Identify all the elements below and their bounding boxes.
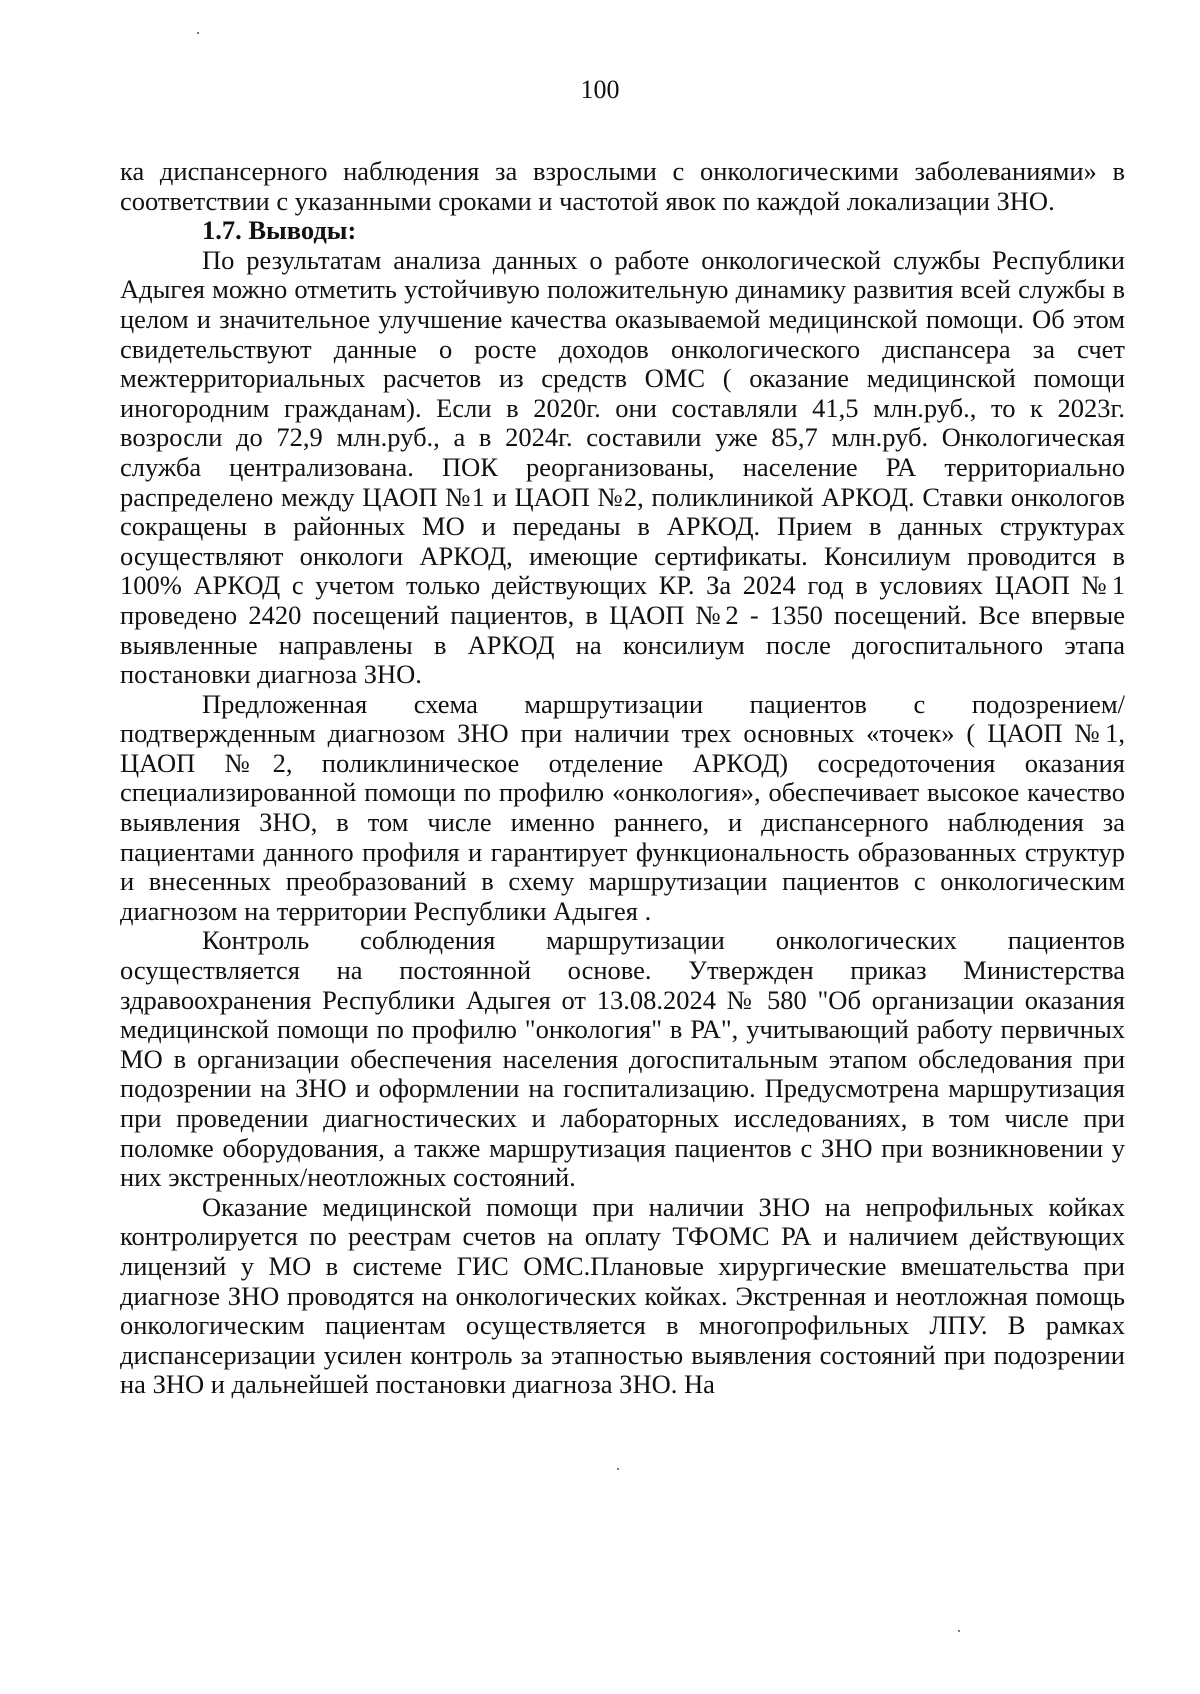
paragraph: Предложенная схема маршрутизации пациентов с подозрением/ подтвержденным диагнозом ЗНО при наличии трех основных «точек» ( ЦАОП №1, ЦАОП №2, поликлиническое отделение АРКОД) сосредоточения оказания специализированной помощи по профилю «онкология», обеспечивает высокое качество выявления ЗНО, в том числе именно раннего, и диспансерного наблюдения за пациентами данного профиля и гарантирует функциональность образованных структур и внесенных преобразований в схему маршрутизации пациентов с онкологическим диагнозом на территории Республики Адыгея .	[120, 688, 1125, 926]
page-number: 100	[580, 75, 620, 104]
document-body	[120, 157, 1125, 1400]
scan-speck	[958, 1630, 960, 1632]
paragraph: Контроль соблюдения маршрутизации онкологических пациентов осуществляется на постоянной основе. Утвержден приказ Министерства здравоохранения Республики Адыгея от 13.08.2024 № 580 "Об организации оказания медицинской помощи по профилю "онкология" в РА", учитывающий работу первичных МО в организации обеспечения населения догоспитальным этапом обследования при подозрении на ЗНО и оформлении на госпитализацию. Предусмотрена маршрутизация при проведении диагностических и лабораторных исследованиях, в том числе при поломке оборудования, а также маршрутизация пациентов с ЗНО при возникновении у них экстренных/неотложных состояний.	[120, 925, 1125, 1193]
paragraph: Оказание медицинской помощи при наличии ЗНО на непрофильных койках контролируется по реестрам счетов на оплату ТФОМС РА и наличием действующих лицензий у МО в системе ГИС ОМС.Плановые хирургические вмешательства при диагнозе ЗНО проводятся на онкологических койках. Экстренная и неотложная помощь онкологическим пациентам осуществляется в многопрофильных ЛПУ. В рамках диспансеризации усилен контроль за этапностью выявления состояний при подозрении на ЗНО и дальнейшей постановки диагноза ЗНО. На	[120, 1191, 1125, 1400]
section-heading: 1.7. Выводы:	[202, 215, 357, 246]
paragraph: По результатам анализа данных о работе онкологической службы Республики Адыгея можно отметить устойчивую положительную динамику развития всей службы в целом и значительное улучшение качества оказываемой медицинской помощи. Об этом свидетельствуют данные о росте доходов онкологического диспансера за счет межтерриториальных расчетов из средств ОМС ( оказание медицинской помощи иногородним гражданам). Если в 2020г. они составляли 41,5 млн.руб., то к 2023г. возросли до 72,9 млн.руб., а в 2024г. составили уже 85,7 млн.руб. Онкологическая служба централизована. ПОК реорганизованы, население РА территориально распределено между ЦАОП №1 и ЦАОП №2, поликлиникой АРКОД. Ставки онкологов сокращены в районных МО и переданы в АРКОД. Прием в данных структурах осуществляют онкологи АРКОД, имеющие сертификаты. Консилиум проводится в 100% АРКОД с учетом только действующих КР. За 2024 год в условиях ЦАОП №1 проведено 2420 посещений пациентов, в ЦАОП №2 - 1350 посещений. Все впервые выявленные направлены в АРКОД на консилиум после догоспитального этапа постановки диагноза ЗНО.	[120, 244, 1125, 690]
scan-speck	[617, 1468, 619, 1470]
scan-speck	[197, 32, 199, 34]
continuation-paragraph: ка диспансерного наблюдения за взрослыми с онкологическими заболеваниями» в соответствии с указанными сроками и частотой явок по каждой локализации ЗНО.	[120, 156, 1125, 216]
